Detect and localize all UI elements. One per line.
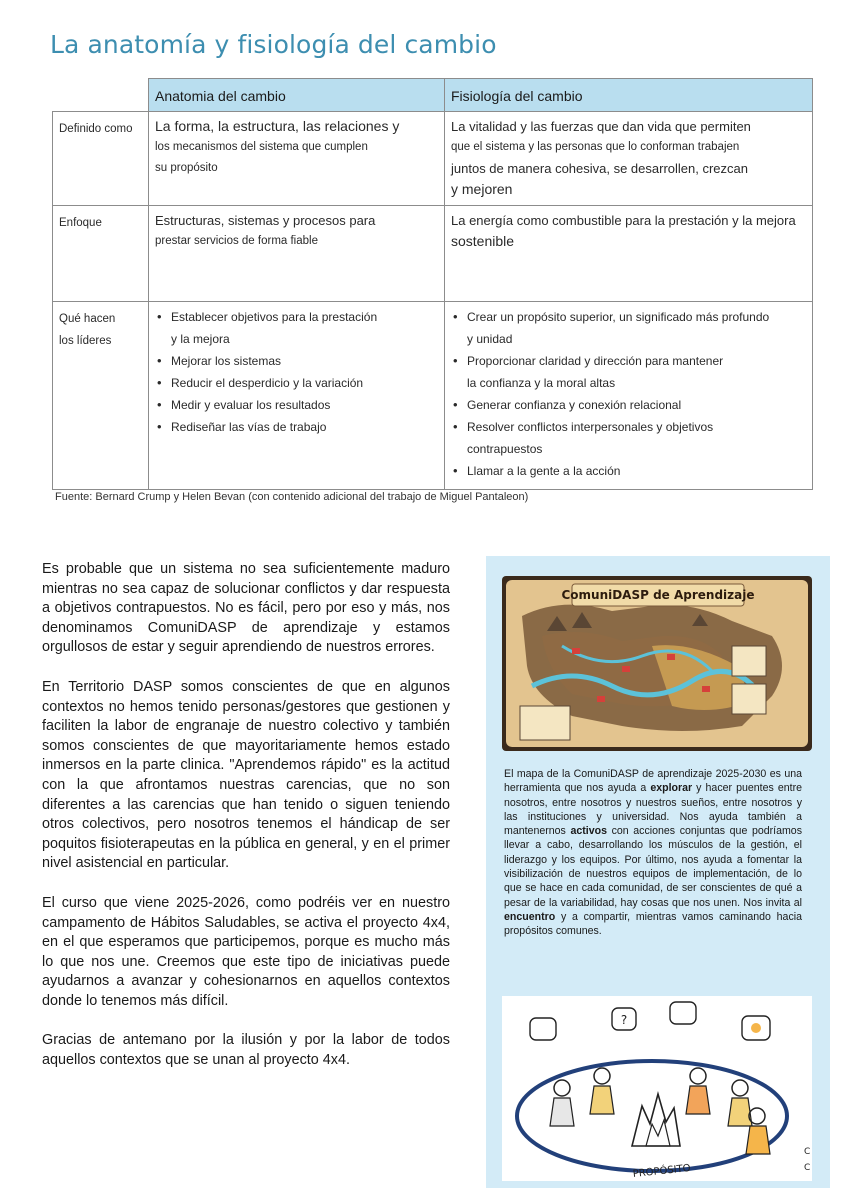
row-label-leaders — [53, 302, 149, 490]
cell-line: los líderes — [59, 335, 112, 347]
map-title: ComuniDASP de Aprendizaje — [561, 588, 755, 602]
text-emphasis: activos — [570, 825, 607, 838]
change-table — [52, 78, 813, 490]
list-item: la confianza y la moral altas — [467, 376, 616, 390]
body-paragraph: Es probable que un sistema no sea suficientemente maduro mientras no sea capaz de solucionar conflictos y dar respuesta a objetivos contrapuestos. No es fácil, pero por eso y más, nos denominamos ComuniDASP de aprendizaje y estamos orgullosos de estar y seguir aprendiendo de nuestros errores. — [42, 561, 450, 656]
purpose-circle-illustration — [502, 996, 812, 1181]
bullet-list — [155, 306, 438, 438]
edge-letter: C — [804, 1163, 811, 1173]
cell-leaders-physiology — [445, 302, 813, 490]
list-item: • Llamar a la gente a la acción — [451, 460, 806, 482]
text-run: y a compartir, mientras vamos caminando hacia propósitos comunes. — [504, 910, 802, 938]
cell-line: Qué hacen — [59, 313, 116, 325]
list-item: • Generar confianza y conexión relacional — [451, 394, 806, 416]
bullet-list — [451, 306, 806, 482]
cell-line: La vitalidad y las fuerzas que dan vida que permiten — [451, 119, 751, 134]
cell-focus-physiology — [445, 206, 813, 302]
body-paragraph: En Territorio DASP somos conscientes de que en algunos contextos no hemos tenido personas/gestores que gestionen y faciliten la labor de engranaje de nuestro colectivo y también somos conscientes de que mayoritariamente hemos estado inmersos en la parte clinica. "Aprendemos rápido" es la actitud con la que afrontamos nuestras carencias, que no son diferentes a las carencias que han tenido o siguen teniendo otros colectivos, pero nosotros tenemos el hándicap de ser poquitos fisioterapeutas en la pública en general, y en el primer nivel asistencial en particular. — [42, 678, 450, 872]
body-paragraph: Gracias de antemano por la ilusión y por la labor de todos aquellos contextos que se unan al proyecto 4x4. — [42, 1032, 450, 1069]
header-physiology: Fisiología del cambio — [445, 79, 813, 112]
cell-line: prestar servicios de forma fiable — [155, 235, 318, 247]
text-run: y hacer puentes entre nosotros, entre nosotros y nuestros sueños, entre nosotros y las instituciones y universidad. Nos ayuda también a mantenernos — [504, 782, 802, 838]
table-row-leaders — [53, 302, 813, 490]
list-item: y unidad — [467, 332, 513, 346]
cell-line: Estructuras, sistemas y procesos para — [155, 213, 376, 228]
cell-leaders-anatomy — [149, 302, 445, 490]
list-item: • Resolver conflictos interpersonales y objetivos — [451, 416, 806, 438]
cell-line: su propósito — [155, 162, 218, 174]
table-row-focus — [53, 206, 813, 302]
cell-line: sostenible — [451, 233, 515, 249]
list-item: y la mejora — [171, 332, 230, 346]
cell-line: La energía como combustible para la prestación y la mejora — [451, 213, 796, 228]
comunidasp-map-image — [502, 576, 812, 751]
body-paragraph: El curso que viene 2025-2026, como podréis ver en nuestro campamento de Hábitos Saludables, se activa el proyecto 4x4, en el que esperamos que participemos, porque es mucho más lo que nos une. Creemos que este tipo de iniciativas puede ayudarnos a avanzar y cohesionarnos en aquellos contextos donde lo tenemos más difícil. — [42, 894, 450, 1009]
cell-line: La forma, la estructura, las relaciones y — [155, 118, 400, 134]
header-anatomy: Anatomia del cambio — [149, 79, 445, 112]
source-caption: Fuente: Bernard Crump y Helen Bevan (con contenido adicional del trabajo de Miguel Pantaleon) — [55, 491, 529, 503]
list-item: • Rediseñar las vías de trabajo — [155, 416, 438, 438]
page-title: La anatomía y fisiología del cambio — [50, 30, 497, 59]
table-header-row — [53, 79, 813, 112]
cell-defined-physiology — [445, 112, 813, 206]
table-row-defined — [53, 112, 813, 206]
list-item: • Establecer objetivos para la prestación — [155, 306, 438, 328]
edge-letter: C — [804, 1147, 811, 1157]
svg-text:?: ? — [620, 1013, 628, 1027]
list-item: • Medir y evaluar los resultados — [155, 394, 438, 416]
cell-line: juntos de manera cohesiva, se desarrollen, crezcan — [451, 161, 748, 176]
text-run: El mapa de la ComuniDASP de aprendizaje 2025-2030 es una herramienta que nos ayuda a — [504, 768, 802, 795]
cell-line: y mejoren — [451, 181, 513, 197]
text-emphasis: encuentro — [504, 910, 556, 923]
list-item: • Crear un propósito superior, un significado más profundo — [451, 306, 806, 328]
text-emphasis: explorar — [650, 782, 693, 795]
list-item: • Mejorar los sistemas — [155, 350, 438, 372]
row-label-defined: Definido como — [53, 112, 149, 206]
list-item: • Reducir el desperdicio y la variación — [155, 372, 438, 394]
cell-focus-anatomy — [149, 206, 445, 302]
body-text-column — [42, 560, 450, 1091]
cell-line: los mecanismos del sistema que cumplen — [155, 141, 368, 153]
cell-line: que el sistema y las personas que lo conforman trabajen — [451, 141, 740, 153]
table-corner — [53, 79, 149, 112]
cell-defined-anatomy — [149, 112, 445, 206]
text-run: con acciones conjuntas que podríamos llevar a cabo, desarrollando los músculos de la gestión, el liderazgo y los equipos. Por último, nos ayuda a fomentar la visibilización de nuestros equipos de implementación, de lo que se hace en cada comunidad, de ser conscientes de qué a pesar de la variabilidad, hay cosas que nos unen. Nos invita al — [504, 825, 802, 909]
row-label-focus: Enfoque — [53, 206, 149, 302]
purpose-label: PROPÓSITO — [632, 1163, 692, 1181]
list-item: • Proporcionar claridad y dirección para mantener — [451, 350, 806, 372]
sidebar-description — [504, 767, 802, 939]
info-sidebar — [486, 556, 830, 1188]
list-item: contrapuestos — [467, 442, 543, 456]
